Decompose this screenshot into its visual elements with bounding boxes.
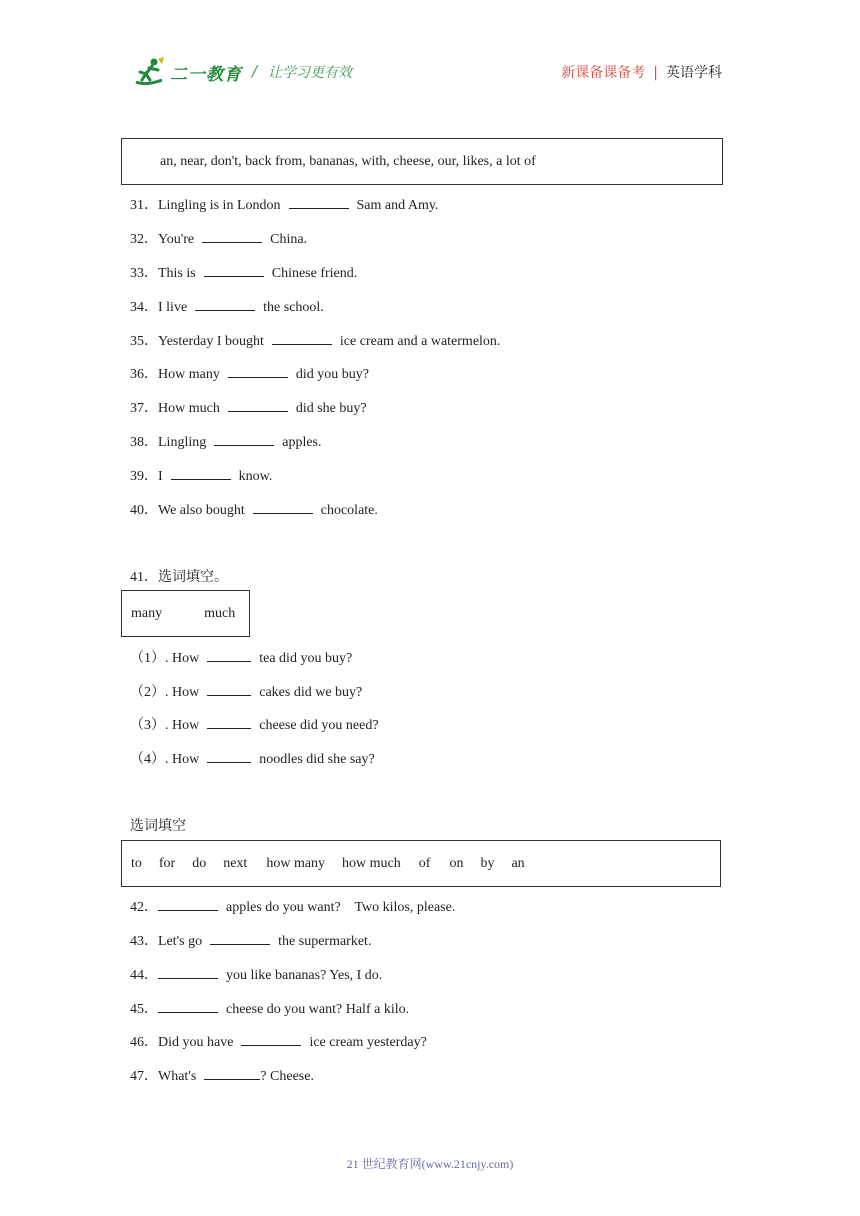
question-47: 47．What's ? Cheese. — [130, 1069, 314, 1084]
answer-blank[interactable] — [171, 479, 231, 480]
question-32: 32．You're China. — [130, 232, 308, 247]
answer-blank[interactable] — [158, 978, 218, 979]
section-3-title: 选词填空 — [130, 819, 186, 834]
answer-blank[interactable] — [158, 1012, 218, 1013]
answer-blank[interactable] — [241, 1045, 301, 1046]
answer-blank[interactable] — [207, 728, 251, 729]
answer-blank[interactable] — [228, 411, 288, 412]
answer-blank[interactable] — [253, 513, 313, 514]
word-option: how many — [266, 855, 326, 871]
answer-blank[interactable] — [228, 377, 288, 378]
question-41-4: （4）. How noodles did she say? — [130, 752, 375, 767]
section-2-title: 41．选词填空。 — [130, 570, 228, 585]
question-33: 33．This is Chinese friend. — [130, 266, 358, 281]
question-41-3: （3）. How cheese did you need? — [130, 718, 379, 733]
logo-text: 二一教育 — [170, 65, 242, 85]
word-option: to — [131, 855, 142, 871]
page-footer: 21 世纪教育网(www.21cnjy.com) — [346, 1157, 514, 1171]
word-option: for — [158, 855, 176, 871]
answer-blank[interactable] — [289, 208, 349, 209]
question-40: 40．We also bought chocolate. — [130, 503, 378, 518]
word-option: much — [204, 605, 236, 621]
runner-logo-icon — [132, 56, 166, 88]
answer-blank[interactable] — [207, 661, 251, 662]
word-option: by — [480, 855, 495, 871]
answer-blank[interactable] — [207, 762, 251, 763]
question-42: 42． apples do you want? Two kilos, please. — [130, 900, 456, 915]
header-separator: | — [653, 65, 658, 81]
answer-blank[interactable] — [204, 1079, 260, 1080]
question-38: 38．Lingling apples. — [130, 435, 322, 450]
word-option: many — [131, 605, 163, 621]
word-option: do — [192, 855, 207, 871]
answer-blank[interactable] — [202, 242, 262, 243]
header-right — [561, 62, 722, 82]
question-45: 45． cheese do you want? Half a kilo. — [130, 1002, 410, 1017]
header-course-label: 新课备课备考 — [561, 65, 646, 81]
question-43: 43．Let's go the supermarket. — [130, 934, 372, 949]
word-option: an — [511, 855, 525, 871]
header-subject-label: 英语学科 — [666, 65, 722, 81]
slogan: 让学习更有效 — [268, 65, 352, 81]
word-option: on — [449, 855, 464, 871]
slogan-separator: / — [252, 62, 258, 80]
answer-blank[interactable] — [195, 310, 255, 311]
question-39: 39．I know. — [130, 469, 273, 484]
answer-blank[interactable] — [207, 695, 251, 696]
word-bank-3 — [121, 840, 721, 887]
answer-blank[interactable] — [204, 276, 264, 277]
answer-blank[interactable] — [272, 344, 332, 345]
word-option: next — [223, 855, 248, 871]
word-option: of — [418, 855, 431, 871]
answer-blank[interactable] — [210, 944, 270, 945]
answer-blank[interactable] — [214, 445, 274, 446]
question-31: 31．Lingling is in London Sam and Amy. — [130, 198, 439, 213]
question-44: 44． you like bananas? Yes, I do. — [130, 968, 383, 983]
word-option: how much — [342, 855, 401, 871]
word-bank-2 — [121, 590, 250, 637]
question-37: 37．How much did she buy? — [130, 401, 367, 416]
question-46: 46．Did you have ice cream yesterday? — [130, 1035, 427, 1050]
question-41-1: （1）. How tea did you buy? — [130, 651, 353, 666]
word-bank-1-text: an, near, don't, back from, bananas, with, cheese, our, likes, a lot of — [160, 153, 536, 169]
page-header — [0, 0, 860, 110]
question-34: 34．I live the school. — [130, 300, 324, 315]
question-36: 36．How many did you buy? — [130, 367, 369, 382]
word-bank-1 — [121, 138, 723, 185]
question-41-2: （2）. How cakes did we buy? — [130, 685, 363, 700]
question-35: 35．Yesterday I bought ice cream and a watermelon. — [130, 334, 501, 349]
answer-blank[interactable] — [158, 910, 218, 911]
